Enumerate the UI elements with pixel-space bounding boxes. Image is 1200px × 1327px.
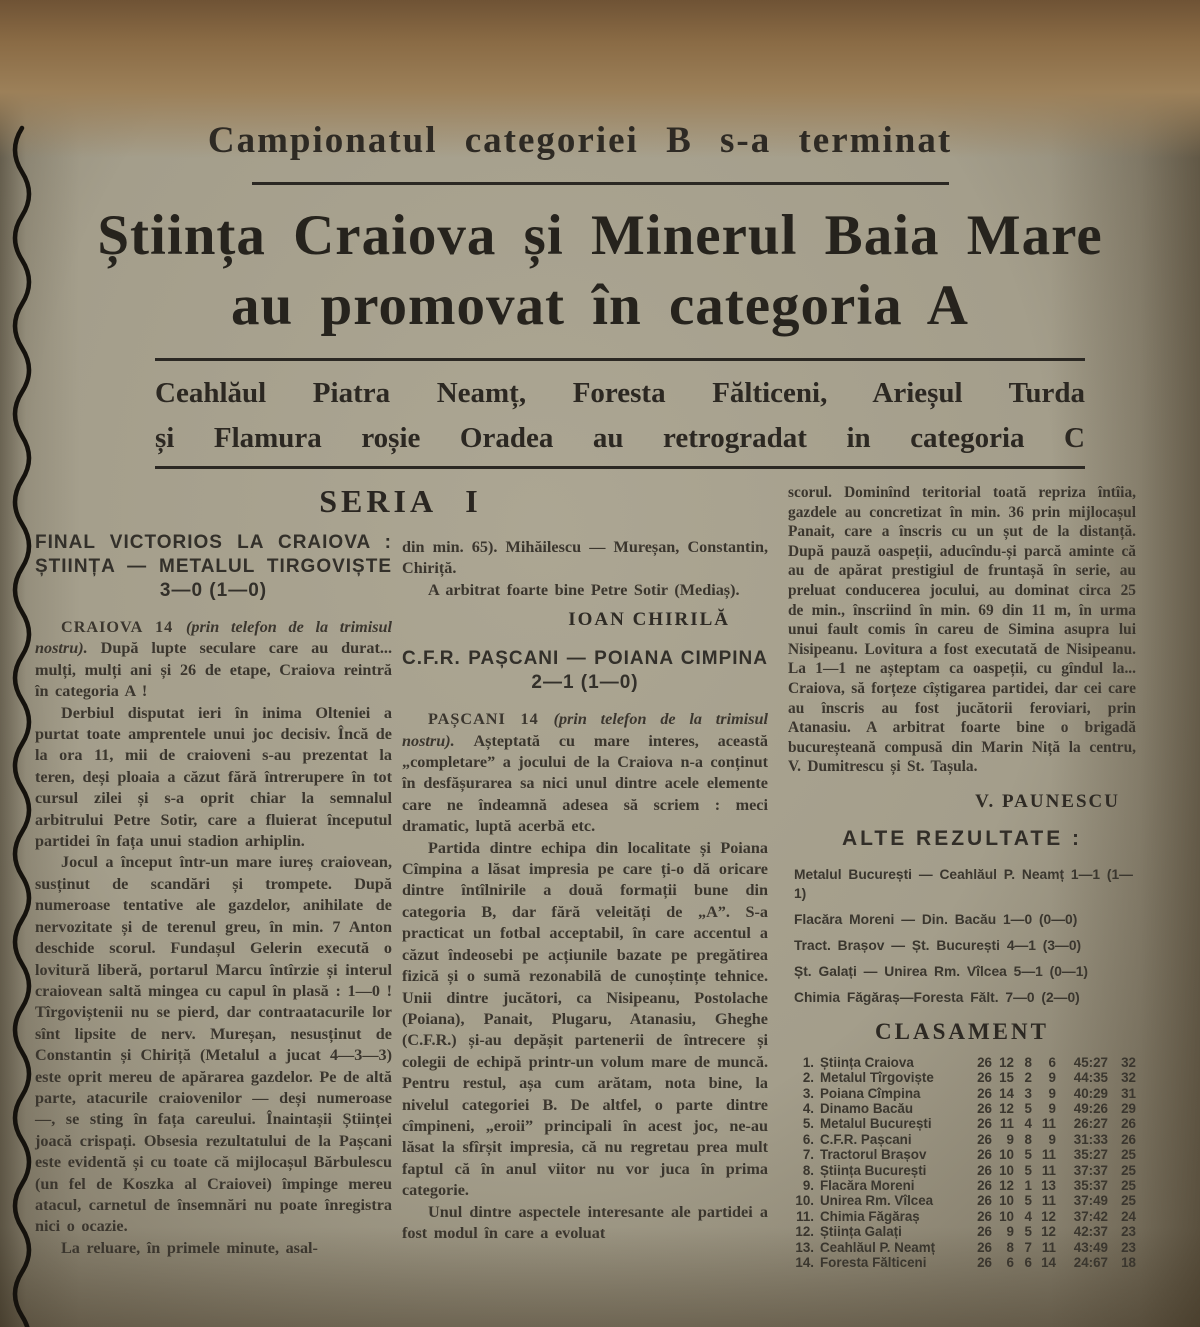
result-line: Chimia Făgăraș—Foresta Fălt. 7—0 (2—0) [794,989,1080,1005]
spacer [788,851,1136,865]
draws: 8 [1024,1054,1032,1070]
kicker-rule [252,182,949,185]
matches: 26 [977,1254,992,1270]
goal-ratio: 42:37 [1073,1224,1108,1240]
other-results-list [788,865,1136,1007]
matches: 26 [977,1224,992,1240]
paragraph: Partida dintre echipa din localitate și Poiana Cîmpina a lăsat impresia pe care ți-o dă oricare dintre întîlnirile a două formații bune din categoria B, dar fără veleități de „A”. S-a practicat un fotbal acceptabil, în care accentul a căzut îndeosebi pe acțiunile bazate pe pregătirea fizică și o sumă rezonabilă de cunoștințe tehnice. Unii dintre jucători, ca Nisipeanu, Postolache (Poiana), Panait, Plugaru, Atanasiu, Gheghe (C.F.R.) și-au depășit partenerii de întrecere și colegii de echipă printr-un volum mare de muncă. Pentru restul, așa cum arătam, nota bine, la nivelul categoriei B. De altfel, o parte dintre cîmpineni, „eroii” principali în acest joc, ne-au lăsat la sfîrșit impresia, că nu regretau prea mult faptul că în anul viitor nu vor juca în prima categorie. [402,838,768,1200]
standings-table [788,1055,1136,1270]
matches: 26 [977,1193,992,1209]
subhead-bottom-rule [155,466,1085,469]
points: 23 [1121,1224,1136,1240]
wins: 12 [999,1178,1014,1194]
paragraph [35,617,392,703]
paragraph-text: Așteptată cu mare interes, această „completare” a jocului de la Craiova n-a conținut în desfășurarea sa nici unul dintre acele elemente care ne îndeamnă adesea să scriem : meci dramatic, luptă acerbă etc. [402,731,768,836]
column-results-standings [788,483,1136,1270]
goal-ratio: 37:49 [1073,1193,1108,1209]
points: 32 [1121,1054,1136,1070]
losses: 11 [1041,1147,1056,1163]
wins: 10 [999,1208,1014,1224]
goal-ratio: 24:67 [1073,1254,1108,1270]
dateline-note: (prin telefon de la trimisul nostru). [402,710,768,750]
losses: 9 [1048,1070,1056,1086]
wins: 12 [999,1054,1014,1070]
rank: 9. [802,1178,814,1194]
spacer [788,777,1136,791]
rank: 7. [802,1147,814,1163]
table-row [788,1101,1136,1116]
wins: 10 [999,1162,1014,1178]
table-row [788,1209,1136,1224]
rank: 14. [795,1254,814,1270]
points: 18 [1121,1254,1136,1270]
draws: 6 [1024,1254,1032,1270]
team-name: C.F.R. Pașcani [820,1131,912,1147]
matches: 26 [977,1131,992,1147]
rank: 1. [802,1054,814,1070]
match-score: 3—0 (1—0) [159,580,268,601]
column-pascani-report [402,537,768,1244]
draws: 5 [1024,1101,1032,1117]
team-name: Metalul Tîrgoviște [820,1070,934,1086]
byline-v-paunescu: V. PAUNESCU [975,790,1120,812]
paragraph: scorul. Dominînd teritorial toată repriza întîia, gazdele au concretizat în min. 36 prin mijlocașul Panait, care a înscris cu un șut de la distanță. După pauză oaspeții, aducîndu-și parcă aminte că au de apărat prestigiul de fruntașă în serie, au preluat conducerea jocului, au dominat circa 25 de min., înscriind în min. 69 din 11 m, în urma unui fault comis în careu de Simina asupra lui Nisipeanu. Lovitura a fost executată de Nisipeanu. La 1—1 ne așteptam ca oaspeții, cu gîndul la... Craiova, să forțeze cîștigarea partidei, dar cei care au înscris au fost jucătorii feroviari, prin Atanasiu. A arbitrat foarte bine o brigadă bucureșteană compusă din Marin Niță la centru, V. Dumitrescu și St. Tașula. [788,484,1136,776]
matches: 26 [977,1178,992,1194]
dateline: CRAIOVA 14 [61,618,186,636]
draws: 5 [1024,1224,1032,1240]
points: 31 [1121,1085,1136,1101]
matches: 26 [977,1070,992,1086]
matches: 26 [977,1054,992,1070]
losses: 9 [1048,1131,1056,1147]
main-headline-line2: au promovat în categoria A [231,273,969,337]
goal-ratio: 35:27 [1073,1147,1108,1163]
losses: 6 [1048,1054,1056,1070]
losses: 12 [1041,1208,1056,1224]
team-name: Dinamo Bacău [820,1101,914,1117]
result-line: Tract. Brașov — Șt. București 4—1 (3—0) [794,937,1082,953]
wins: 9 [1006,1224,1014,1240]
matches: 26 [977,1239,992,1255]
spacer [35,603,392,617]
page-edge-squiggle-icon [2,124,36,1327]
points: 25 [1121,1162,1136,1178]
subheadline-line2: și Flamura roșie Oradea au retrogradat in categoria C [155,422,1085,454]
rank: 6. [802,1131,814,1147]
draws: 3 [1024,1085,1032,1101]
goal-ratio: 40:29 [1073,1085,1108,1101]
table-row [788,1193,1136,1208]
losses: 11 [1041,1162,1056,1178]
points: 29 [1121,1101,1136,1117]
paragraph: din min. 65). Mihăilescu — Mureșan, Constantin, Chiriță. [402,538,768,578]
dateline-note: (prin telefon de la trimisul nostru). [35,618,392,658]
goal-ratio: 45:27 [1073,1054,1108,1070]
matches: 26 [977,1085,992,1101]
team-name: Știința București [820,1162,927,1178]
table-row [788,1255,1136,1270]
rank: 8. [802,1162,814,1178]
table-row [788,1147,1136,1162]
paragraph: La reluare, în primele minute, asal- [61,1238,318,1257]
match-header-line1: FINAL VICTORIOS LA CRAIOVA : [35,532,392,553]
points: 26 [1121,1116,1136,1132]
standings-title: CLASAMENT [875,1018,1049,1044]
result-line: Flacăra Moreni — Din. Bacău 1—0 (0—0) [794,911,1078,927]
result-line: Metalul București — Ceahlăul P. Neamț 1—1 (1—1) [794,866,1133,901]
points: 26 [1121,1131,1136,1147]
match-header-line2: ȘTIINȚA — METALUL TIRGOVIȘTE [35,556,392,577]
column-craiova-report [35,531,392,1259]
losses: 9 [1048,1101,1056,1117]
draws: 4 [1024,1208,1032,1224]
team-name: Ceahlăul P. Neamț [820,1239,936,1255]
points: 25 [1121,1193,1136,1209]
wins: 10 [999,1147,1014,1163]
points: 23 [1121,1239,1136,1255]
rank: 13. [795,1239,814,1255]
main-headline-line1: Știința Craiova și Minerul Baia Mare [97,204,1103,267]
paragraph: Derbiul disputat ieri în inima Olteniei a purtat toate amprentele unui joc decisiv. Încă de la ora 11, mii de craioveni s-au prezentat la teren, deși ploaia a căzut fără întrerupere în tot cursul zilei și s-a oprit chiar la semnalul arbitrului Petre Sotir, care a fluierat începutul partidei în fața unui stadion arhiplin. [35,703,392,851]
wins: 9 [1006,1131,1014,1147]
matches: 26 [977,1101,992,1117]
main-headline [50,201,1150,340]
table-row [788,1224,1136,1239]
draws: 7 [1024,1239,1032,1255]
draws: 1 [1024,1178,1032,1194]
spacer [788,813,1136,827]
draws: 5 [1024,1147,1032,1163]
table-row [788,1178,1136,1193]
matches: 26 [977,1116,992,1132]
matches: 26 [977,1208,992,1224]
points: 32 [1121,1070,1136,1086]
matches: 26 [977,1147,992,1163]
byline-ioan-chirila: IOAN CHIRILĂ [568,609,730,631]
kicker-headline: Campionatul categoriei B s-a terminat [207,120,953,161]
wins: 12 [999,1101,1014,1117]
subheadline [155,371,1085,461]
table-row [788,1132,1136,1147]
rank: 4. [802,1101,814,1117]
goal-ratio: 31:33 [1073,1131,1108,1147]
wins: 14 [999,1085,1014,1101]
team-name: Știința Craiova [820,1054,914,1070]
other-results-title: ALTE REZULTATE : [841,826,1083,850]
losses: 14 [1041,1254,1056,1270]
losses: 11 [1041,1239,1056,1255]
points: 24 [1121,1208,1136,1224]
table-row [788,1240,1136,1255]
losses: 9 [1048,1085,1056,1101]
losses: 11 [1041,1193,1056,1209]
goal-ratio: 35:37 [1073,1178,1108,1194]
paragraph: A arbitrat foarte bine Petre Sotir (Mediaș). [428,580,740,599]
wins: 8 [1006,1239,1014,1255]
goal-ratio: 37:42 [1073,1208,1108,1224]
match-header-craiova [35,531,392,603]
draws: 4 [1024,1116,1032,1132]
points: 25 [1121,1178,1136,1194]
paragraph-text: După lupte seculare care au durat... mulți, mulți ani și 26 de etape, Craiova reintră în categoria A ! [35,639,392,701]
rank: 2. [802,1070,814,1086]
table-row [788,1070,1136,1085]
rank: 10. [795,1193,814,1209]
team-name: Tractorul Brașov [820,1147,927,1163]
table-row [788,1086,1136,1101]
losses: 11 [1041,1116,1056,1132]
subheadline-line1: Ceahlăul Piatra Neamț, Foresta Fălticeni, Arieșul Turda [155,377,1085,409]
goal-ratio: 26:27 [1073,1116,1108,1132]
table-row [788,1163,1136,1178]
match-header-pascani [402,647,768,695]
matches: 26 [977,1162,992,1178]
paragraph: Jocul a început într-un mare iureș craiovean, susținut de scandări și trompete. După numeroase tentative ale gazdelor, anihilate de nervozitate și de terenul greu, în min. 7 Anton deschide scorul. Fundașul Gelerin execută o lovitură liberă, portarul Marcu întîrzie și interul craiovean saltă mingea cu capul în plasă : 1—0 ! Tîrgoviștenii nu se pierd, dar contraatacurile lor sînt lipsite de nerv. Mureșan, nesusținut de Constantin și Chiriță (Metalul a jucat 4—3—3) este oprit mereu de apărarea gazdelor. Pe de altă parte, atacurile craiovenilor — deși numeroase —, se sting în fața careului. Înaintașii Științei joacă crispați. Obsesia rezultatului de la Pașcani este evidentă și cu toate că mijlocașul Bărbulescu (un fel de Koszka al Craiovei) împinge mereu atacul, carnetul de însemnări nu poate înregistra nici o ocazie. [35,853,392,1236]
team-name: Poiana Cîmpina [820,1085,921,1101]
wins: 6 [1006,1254,1014,1270]
rank: 11. [796,1208,814,1224]
table-row [788,1055,1136,1070]
draws: 8 [1024,1131,1032,1147]
dateline: PAȘCANI 14 [428,710,554,729]
draws: 5 [1024,1193,1032,1209]
wins: 15 [999,1070,1014,1086]
losses: 12 [1041,1224,1056,1240]
match-score: 2—1 (1—0) [531,672,639,694]
points: 25 [1121,1147,1136,1163]
draws: 2 [1024,1070,1032,1086]
goal-ratio: 44:35 [1073,1070,1108,1086]
rank: 3. [802,1085,814,1101]
section-title-seria-1: SERIA I [319,483,482,519]
match-header-line1: C.F.R. PAȘCANI — POIANA CIMPINA [402,648,768,670]
team-name: Foresta Fălticeni [820,1254,927,1270]
team-name: Unirea Rm. Vîlcea [820,1193,934,1209]
rank: 5. [802,1116,814,1132]
table-row [788,1116,1136,1131]
subhead-top-rule [155,358,1085,361]
team-name: Metalul București [820,1116,932,1132]
losses: 13 [1041,1178,1056,1194]
team-name: Flacăra Moreni [820,1178,915,1194]
goal-ratio: 37:37 [1073,1162,1108,1178]
draws: 5 [1024,1162,1032,1178]
paragraph: Unul dintre aspectele interesante ale partidei a fost modul în care a evoluat [402,1202,768,1242]
team-name: Știința Galați [820,1224,902,1240]
rank: 12. [795,1224,814,1240]
goal-ratio: 49:26 [1073,1101,1108,1117]
team-name: Chimia Făgăraș [820,1208,920,1224]
wins: 11 [999,1116,1014,1132]
wins: 10 [999,1193,1014,1209]
paragraph [402,709,768,837]
goal-ratio: 43:49 [1073,1239,1108,1255]
result-line: Șt. Galați — Unirea Rm. Vîlcea 5—1 (0—1) [794,963,1088,979]
